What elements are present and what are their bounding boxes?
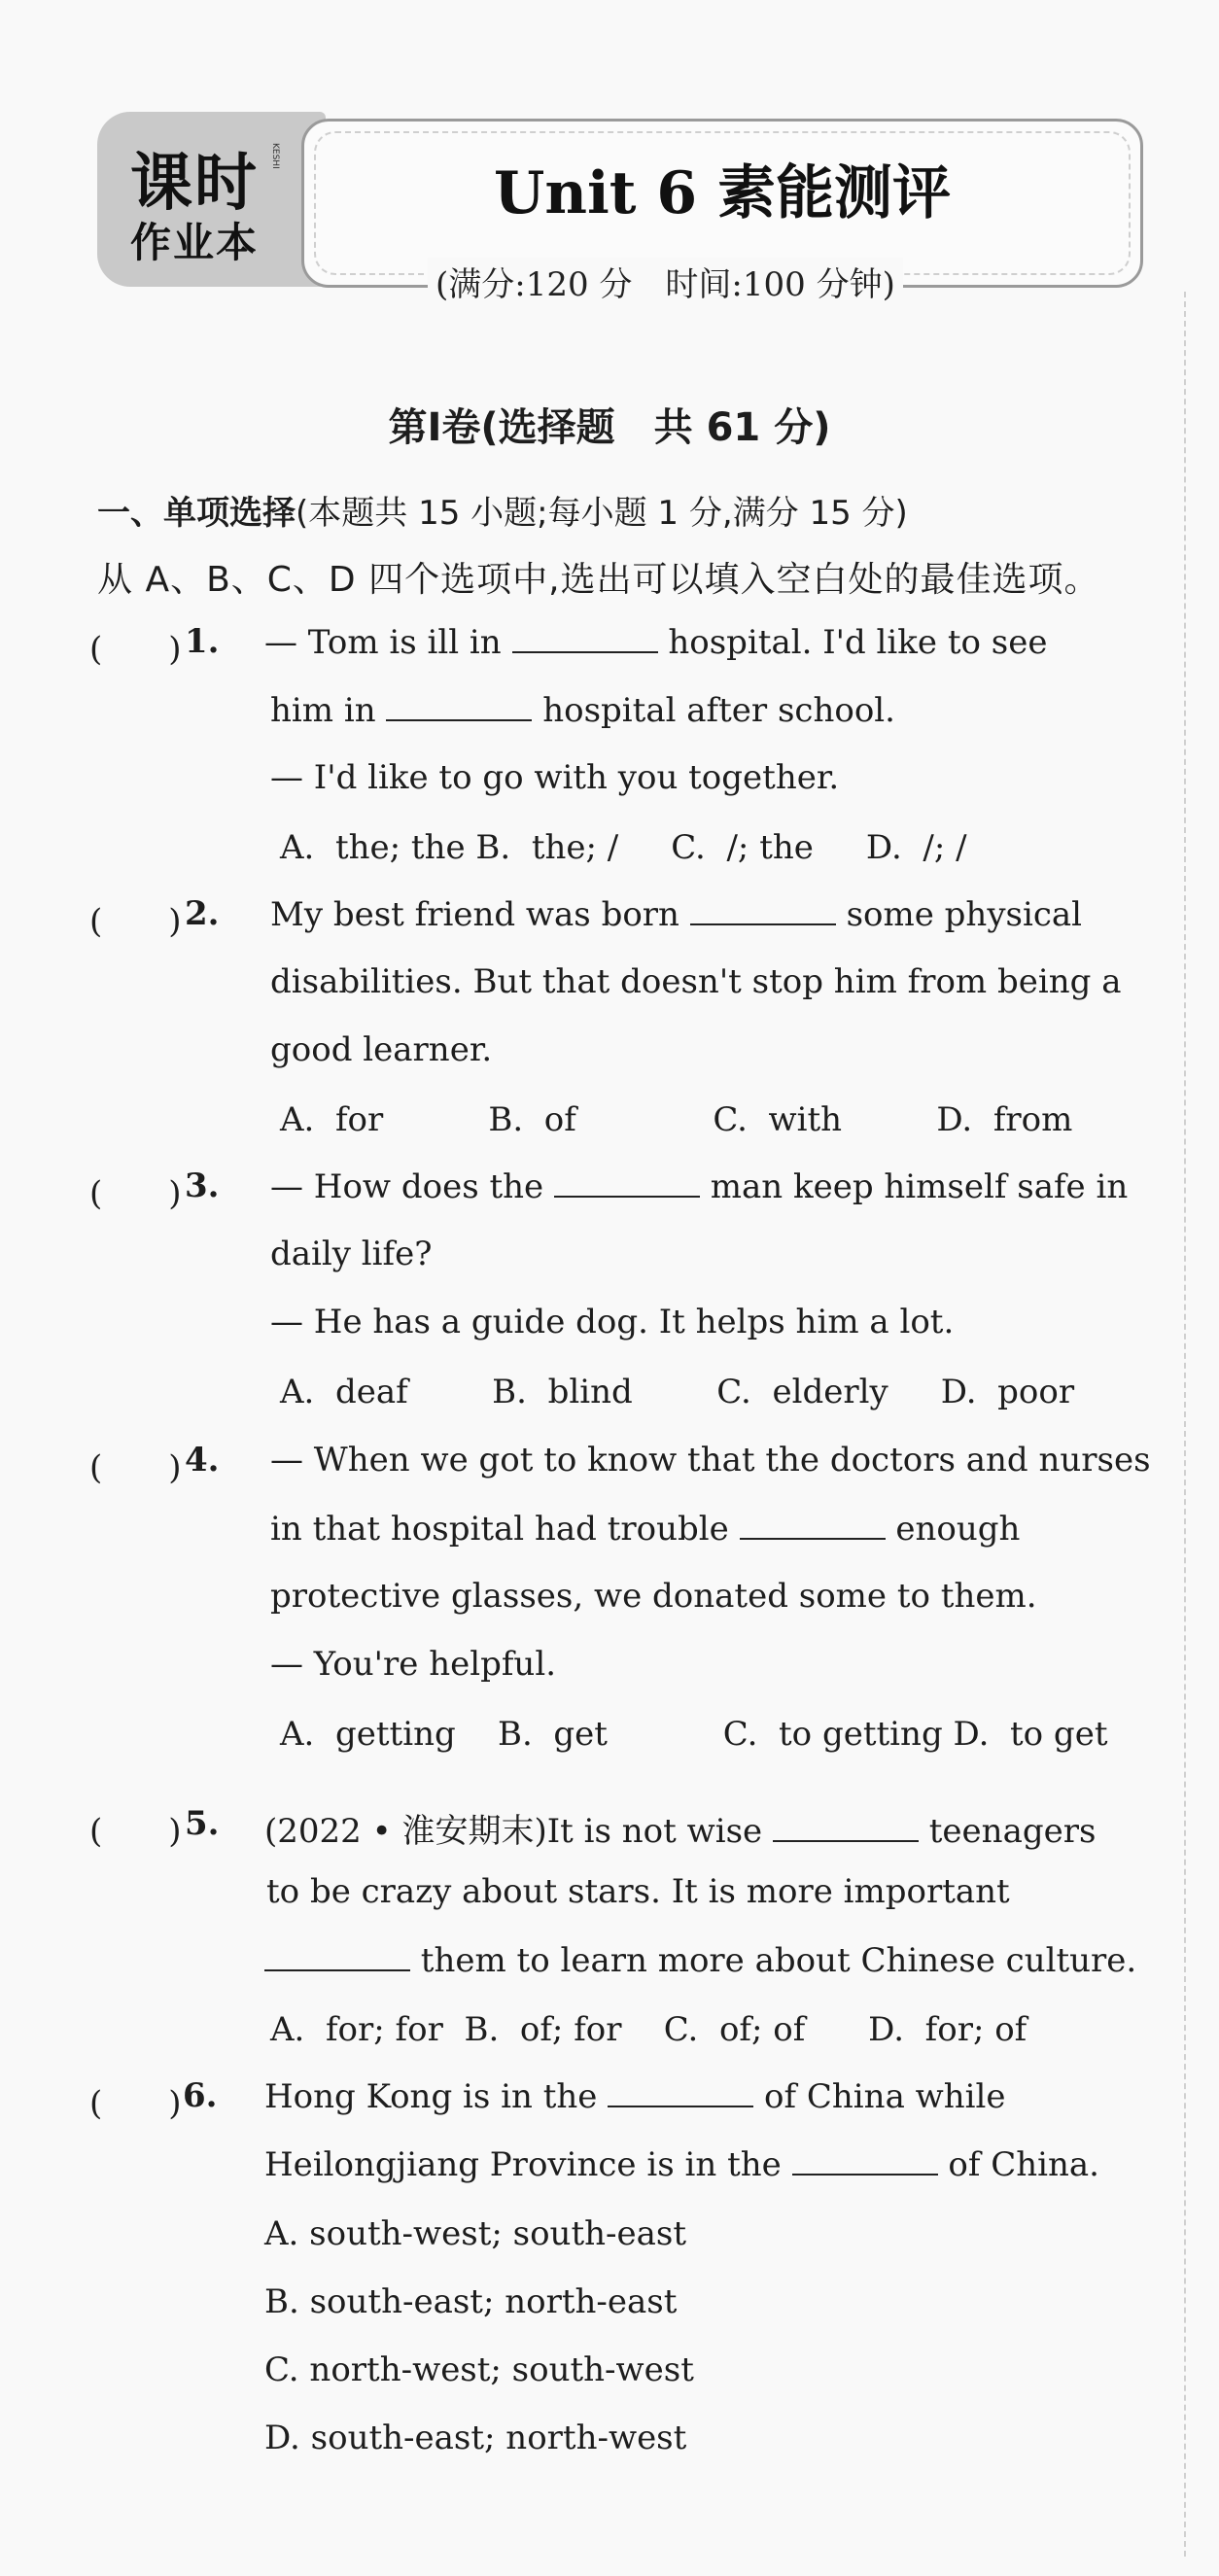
question-line: — He has a guide dog. It helps him a lot. [270, 1303, 955, 1341]
text: hospital after school. [532, 691, 895, 730]
text: enough [885, 1510, 1021, 1549]
answer-bracket[interactable]: ( ) [89, 1812, 182, 1851]
text: Heilongjiang Province is in the [264, 2145, 792, 2184]
part-heading-detail: (本题共 15 小题;每小题 1 分,满分 15 分) [296, 494, 908, 533]
answer-option-d: D. south-east; north-west [264, 2419, 687, 2457]
text: of China. [937, 2145, 1099, 2184]
question-line [270, 690, 895, 730]
section-title: 第Ⅰ卷(选择题 共 61 分) [388, 405, 831, 450]
part-heading-label: 一、单项选择 [97, 494, 296, 533]
answer-blank[interactable] [792, 2144, 938, 2176]
question-line: daily life? [270, 1235, 433, 1273]
text: hospital. I'd like to see [657, 623, 1048, 662]
answer-blank[interactable] [512, 622, 658, 653]
answer-options: A. the; the B. the; / C. /; the D. /; / [280, 828, 967, 867]
answer-blank[interactable] [690, 894, 836, 925]
question-line: — You're helpful. [270, 1645, 557, 1684]
question-line [270, 894, 1082, 934]
text: in that hospital had trouble [270, 1510, 740, 1549]
answer-option-b: B. south-east; north-east [264, 2282, 678, 2321]
text: man keep himself safe in [699, 1167, 1129, 1206]
text: (2022 • 淮安期末)It is not wise [264, 1812, 773, 1851]
answer-options: A. for B. of C. with D. from [280, 1100, 1073, 1139]
question-line [270, 1166, 1128, 1206]
question-number: 6. [183, 2076, 218, 2115]
answer-options: A. getting B. get C. to getting D. to get [280, 1715, 1108, 1754]
answer-bracket[interactable]: ( ) [89, 1174, 182, 1213]
instruction-text: 从 A、B、C、D 四个选项中,选出可以填入空白处的最佳选项。 [97, 560, 1100, 600]
answer-blank[interactable] [554, 1166, 700, 1198]
question-line [270, 1509, 1020, 1549]
answer-bracket[interactable]: ( ) [89, 2084, 182, 2123]
question-line [264, 2144, 1099, 2184]
answer-options: A. deaf B. blind C. elderly D. poor [280, 1373, 1075, 1411]
text: some physical [835, 895, 1083, 934]
text: — Tom is ill in [264, 623, 512, 662]
answer-blank[interactable] [386, 690, 532, 721]
question-line: good learner. [270, 1030, 493, 1069]
text: him in [270, 691, 387, 730]
score-time-note: (满分:120 分 时间:100 分钟) [428, 258, 903, 305]
brand-logo [97, 112, 326, 287]
answer-bracket[interactable]: ( ) [89, 630, 182, 669]
question-number: 3. [185, 1166, 220, 1205]
text: My best friend was born [270, 895, 690, 934]
answer-blank[interactable] [740, 1509, 886, 1540]
question-line [264, 622, 1047, 662]
question-number: 2. [185, 894, 220, 933]
answer-bracket[interactable]: ( ) [89, 1448, 182, 1487]
question-line [264, 1804, 1096, 1852]
question-line: disabilities. But that doesn't stop him from being a [270, 962, 1122, 1001]
question-number: 1. [185, 622, 220, 661]
answer-options: A. for; for B. of; for C. of; of D. for; of [270, 2010, 1027, 2049]
question-line [264, 1940, 1136, 1980]
margin-dashed-line [1184, 292, 1186, 2557]
answer-bracket[interactable]: ( ) [89, 902, 182, 941]
logo-text-bottom: 作业本 [130, 219, 260, 266]
part-heading [97, 486, 908, 534]
text: of China while [753, 2077, 1006, 2116]
question-line: — I'd like to go with you together. [270, 758, 840, 797]
text: them to learn more about Chinese culture. [410, 1941, 1137, 1980]
answer-blank[interactable] [264, 1940, 410, 1971]
answer-option-c: C. north-west; south-west [264, 2350, 694, 2389]
question-line: — When we got to know that the doctors and nurses [270, 1441, 1151, 1479]
page-title: Unit 6 素能测评 [494, 159, 951, 227]
question-line: to be crazy about stars. It is more important [266, 1872, 1010, 1911]
question-line [264, 2076, 1006, 2116]
answer-blank[interactable] [773, 1811, 919, 1842]
text: — How does the [270, 1167, 554, 1206]
text: Hong Kong is in the [264, 2077, 609, 2116]
answer-option-a: A. south-west; south-east [264, 2214, 686, 2253]
question-line: protective glasses, we donated some to them. [270, 1577, 1037, 1616]
logo-text-tiny: KESHI [270, 143, 280, 169]
text: teenagers [918, 1812, 1097, 1851]
logo-text-top: 课时 [130, 148, 259, 220]
question-number: 5. [185, 1804, 220, 1843]
answer-blank[interactable] [608, 2076, 753, 2107]
question-number: 4. [185, 1441, 220, 1479]
